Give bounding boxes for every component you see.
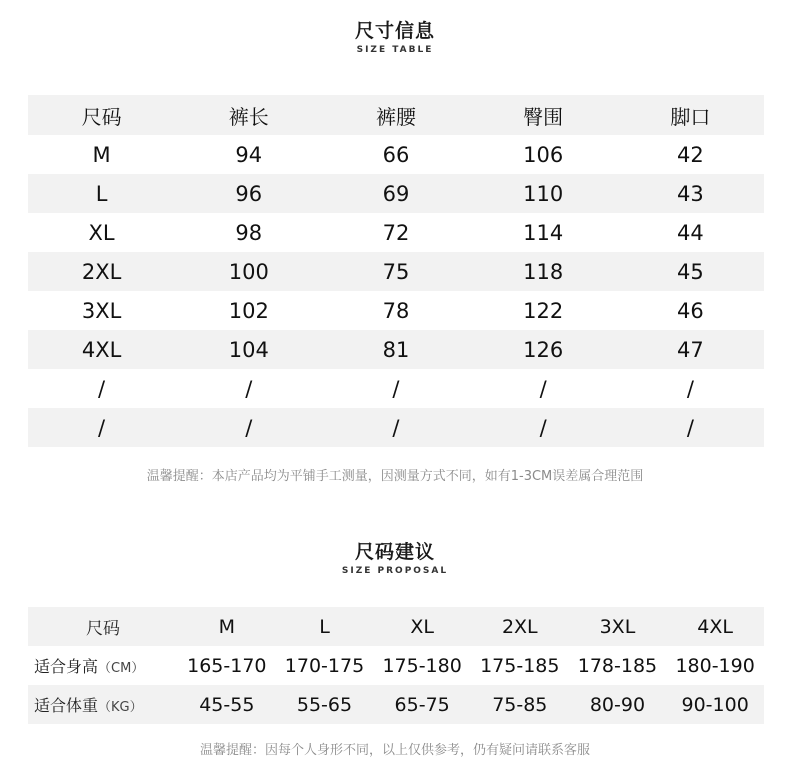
weight-label: 适合体重 [34, 696, 99, 715]
size-proposal-heading [0, 537, 790, 576]
table-cell: 106 [523, 142, 564, 167]
table-cell: / [98, 376, 106, 401]
weight-label-cell [28, 685, 178, 724]
measurement-note: 温馨提醒：本店产品均为平铺手工测量，因测量方式不同，如有1-3CM误差属合理范围 [146, 469, 644, 484]
table-row [28, 291, 764, 330]
table-row [28, 252, 764, 291]
proposal-height: 180-190 [675, 654, 755, 677]
proposal-weight: 55-65 [276, 685, 374, 724]
table-cell: / [686, 376, 694, 401]
table-cell: 81 [322, 330, 469, 369]
table-cell: 44 [677, 220, 704, 245]
table-cell: / [470, 408, 617, 447]
header-pants-length: 裤长 [175, 95, 322, 135]
table-row [28, 213, 764, 252]
header-waist: 裤腰 [322, 95, 469, 135]
proposal-height: 175-185 [480, 654, 560, 677]
table-cell: / [245, 376, 253, 401]
proposal-height-row [28, 646, 764, 685]
table-cell: 69 [322, 174, 469, 213]
size-proposal-subtitle: SIZE PROPOSAL [341, 566, 449, 576]
proposal-size: M [178, 607, 276, 646]
table-cell: 46 [677, 298, 704, 323]
proposal-size: 4XL [666, 607, 764, 646]
proposal-weight: 65-75 [373, 685, 471, 724]
proposal-height: 178-185 [577, 654, 658, 677]
table-cell: 110 [470, 174, 617, 213]
table-cell: / [28, 408, 175, 447]
table-cell: 114 [523, 220, 564, 245]
proposal-size: L [276, 607, 374, 646]
proposal-size: 3XL [569, 607, 667, 646]
weight-unit: （KG） [98, 700, 143, 715]
size-table-header-row [28, 95, 764, 135]
table-cell: / [175, 408, 322, 447]
table-cell: 45 [617, 252, 764, 291]
height-unit: （CM） [98, 661, 145, 676]
height-label-cell [28, 646, 178, 685]
proposal-size-label: 尺码 [28, 607, 178, 646]
header-size: 尺码 [28, 95, 175, 135]
table-cell: 102 [228, 298, 269, 323]
table-row [28, 369, 764, 408]
proposal-weight: 75-85 [471, 685, 569, 724]
size-table [28, 95, 764, 447]
table-cell: 47 [617, 330, 764, 369]
size-table-title: 尺寸信息 [354, 20, 435, 42]
table-cell: / [539, 376, 547, 401]
table-cell: 4XL [28, 330, 175, 369]
size-table-subtitle: SIZE TABLE [356, 45, 434, 55]
table-cell: 78 [382, 298, 410, 323]
header-hip: 臀围 [470, 95, 617, 135]
proposal-weight-row [28, 685, 764, 724]
proposal-weight: 90-100 [666, 685, 764, 724]
table-row [28, 408, 764, 447]
table-cell: M [92, 142, 111, 167]
table-cell: / [392, 376, 400, 401]
table-cell: 98 [235, 220, 263, 245]
table-cell: 118 [470, 252, 617, 291]
proposal-size: 2XL [471, 607, 569, 646]
table-cell: 104 [175, 330, 322, 369]
size-proposal-title: 尺码建议 [354, 541, 435, 563]
proposal-size-row [28, 607, 764, 646]
proposal-height: 170-175 [284, 654, 365, 677]
size-table-heading [0, 16, 790, 55]
proposal-weight: 45-55 [178, 685, 276, 724]
table-cell: XL [88, 220, 115, 245]
height-label: 适合身高 [34, 657, 99, 676]
proposal-height: 175-180 [382, 654, 462, 677]
proposal-size: XL [373, 607, 471, 646]
table-cell: / [617, 408, 764, 447]
table-cell: 72 [382, 220, 410, 245]
table-cell: 75 [322, 252, 469, 291]
proposal-weight: 80-90 [569, 685, 667, 724]
table-cell: 122 [523, 298, 564, 323]
table-row [28, 135, 764, 174]
table-row [28, 330, 764, 369]
table-cell: 2XL [28, 252, 175, 291]
table-cell: 96 [175, 174, 322, 213]
header-leg-opening: 脚口 [617, 95, 764, 135]
table-cell: 66 [382, 142, 410, 167]
table-cell: 126 [470, 330, 617, 369]
proposal-note: 温馨提醒：因每个人身形不同，以上仅供参考，仍有疑问请联系客服 [199, 743, 590, 758]
table-row [28, 174, 764, 213]
size-proposal-table [28, 607, 764, 724]
table-cell: L [28, 174, 175, 213]
table-cell: 3XL [81, 298, 122, 323]
table-cell: 43 [617, 174, 764, 213]
table-cell: 94 [235, 142, 263, 167]
proposal-height: 165-170 [187, 654, 267, 677]
table-cell: 100 [175, 252, 322, 291]
table-cell: / [322, 408, 469, 447]
table-cell: 42 [677, 142, 704, 167]
